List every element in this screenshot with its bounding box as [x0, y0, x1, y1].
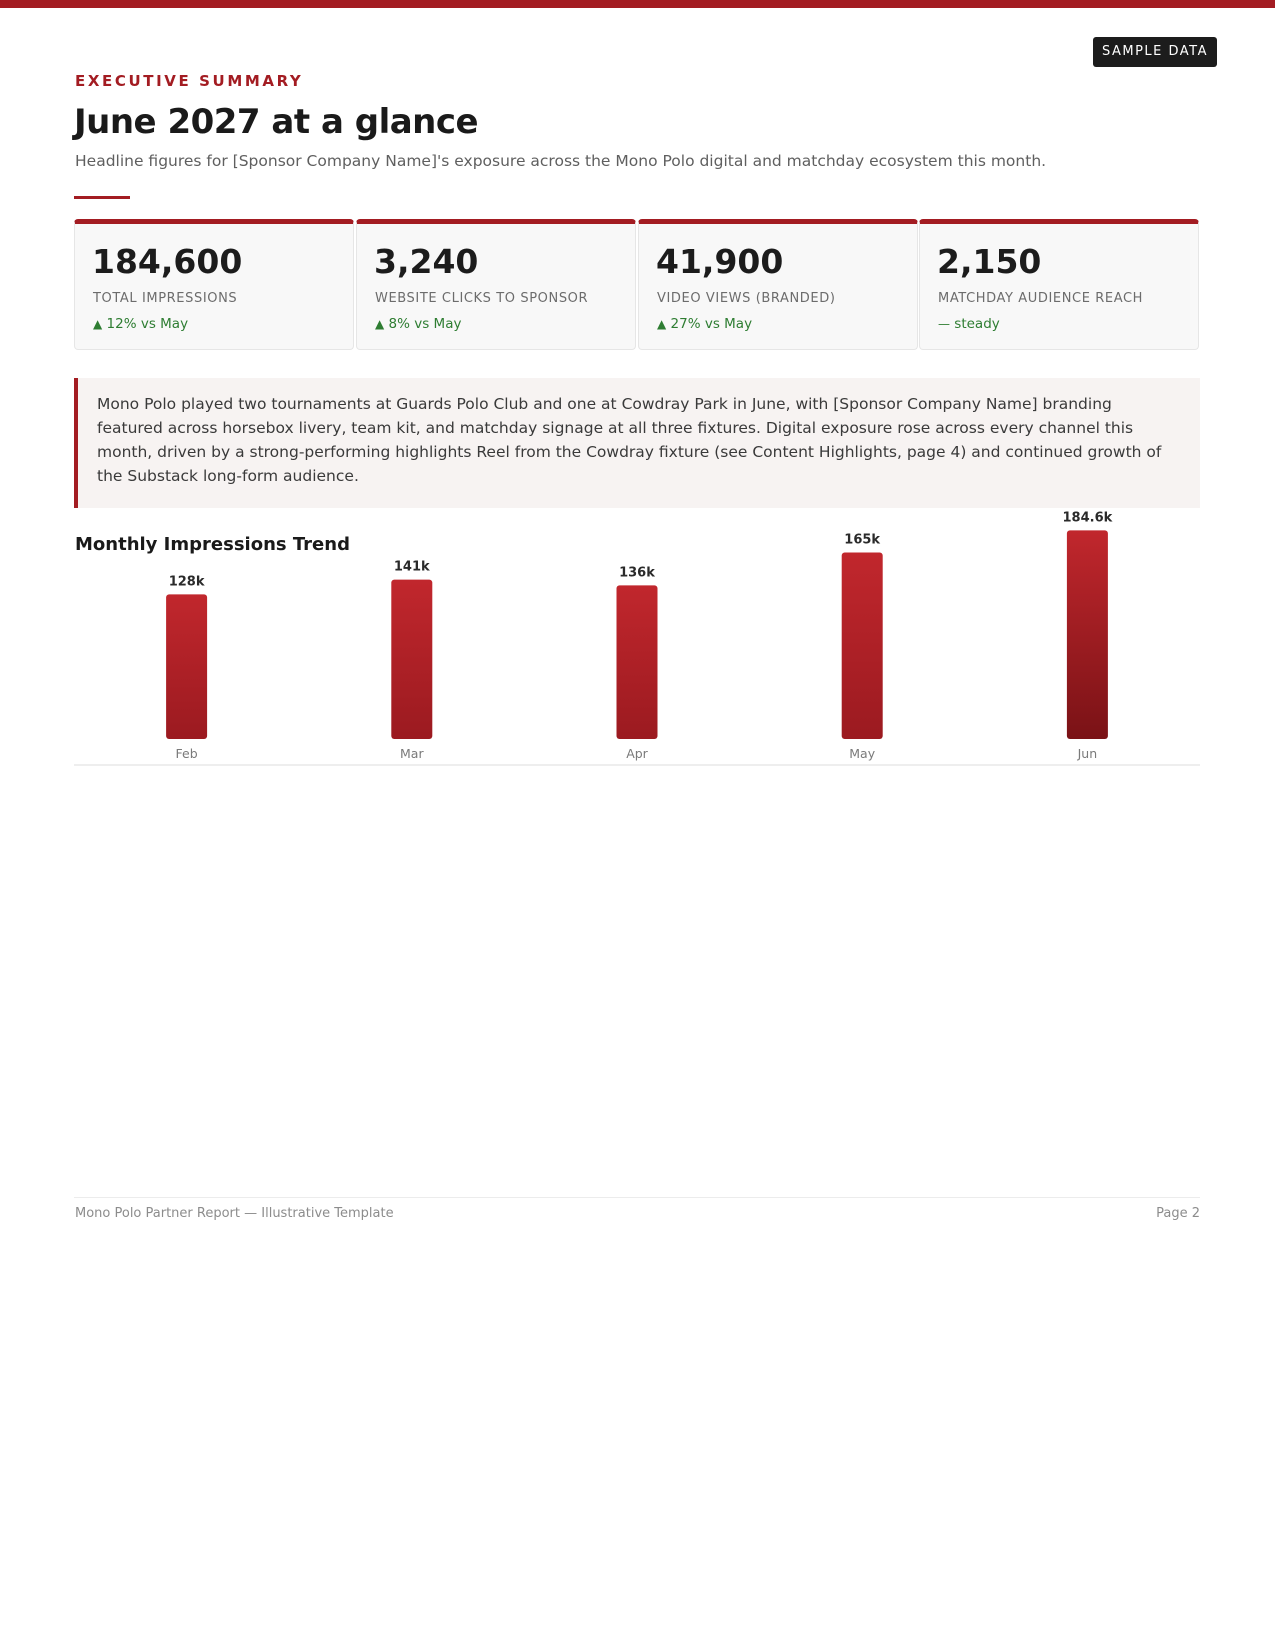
up-arrow-icon: ▲	[93, 317, 103, 331]
kpi-value: 2,150	[937, 242, 1042, 281]
page-title: June 2027 at a glance	[74, 102, 479, 142]
dash-icon: —	[938, 317, 950, 331]
kpi-delta-text: 12% vs May	[106, 316, 189, 332]
kpi-row	[74, 219, 1200, 351]
x-tick-label: Jun	[1077, 746, 1098, 761]
bar-value-label: 184.6k	[1062, 510, 1113, 526]
section-eyebrow: EXECUTIVE SUMMARY	[75, 72, 304, 90]
kpi-delta	[375, 316, 461, 332]
x-tick-label: Mar	[400, 746, 424, 761]
bar-value-label: 141k	[393, 559, 430, 575]
kpi-value: 3,240	[374, 242, 479, 281]
page-number: Page 2	[1156, 1206, 1200, 1221]
bar-jun	[1067, 530, 1108, 739]
kpi-delta	[938, 316, 1000, 332]
bar-may	[842, 553, 883, 739]
bar-mar	[391, 580, 432, 739]
kpi-card-video-views	[638, 219, 918, 350]
kpi-delta	[657, 316, 752, 332]
title-underline	[74, 196, 130, 199]
kpi-card-total-impressions	[74, 219, 354, 350]
kpi-value: 184,600	[92, 242, 243, 281]
x-tick-label: Feb	[175, 746, 198, 761]
x-tick-label: Apr	[626, 746, 648, 761]
kpi-card-website-clicks	[356, 219, 636, 350]
bar-apr	[617, 585, 658, 739]
kpi-card-matchday-reach	[919, 219, 1199, 350]
bar-value-label: 165k	[844, 532, 881, 548]
up-arrow-icon: ▲	[657, 317, 667, 331]
x-tick-label: May	[849, 746, 876, 761]
chart-title: Monthly Impressions Trend	[75, 534, 350, 555]
bar-feb	[166, 594, 207, 739]
kpi-delta	[93, 316, 188, 332]
bar-value-label: 136k	[619, 565, 655, 581]
kpi-delta-text: steady	[954, 316, 1000, 332]
kpi-label: WEBSITE CLICKS TO SPONSOR	[375, 291, 589, 306]
footer-rule	[74, 1197, 1200, 1198]
summary-callout: Mono Polo played two tournaments at Guards Polo Club and one at Cowdray Park in June, with [Sponsor Company Name] branding featured across horsebox livery, team kit, and matchday signage at all three fixtures. Digital exposure rose across every channel this month, driven by a strong-performing highlights Reel from the Cowdray fixture (see Content Highlights, page 4) and continued growth of the Substack long-form audience.	[74, 378, 1200, 508]
kpi-label: MATCHDAY AUDIENCE REACH	[938, 291, 1144, 306]
up-arrow-icon: ▲	[375, 317, 385, 331]
kpi-label: TOTAL IMPRESSIONS	[93, 291, 238, 306]
bar-value-label: 128k	[168, 574, 205, 590]
kpi-label: VIDEO VIEWS (BRANDED)	[657, 291, 836, 306]
footer-title: Mono Polo Partner Report — Illustrative Template	[75, 1206, 394, 1221]
top-accent-bar	[0, 0, 1275, 8]
page-subtitle: Headline figures for [Sponsor Company Name]'s exposure across the Mono Polo digital and matchday ecosystem this month.	[75, 152, 1047, 170]
sample-data-badge: SAMPLE DATA	[1093, 37, 1217, 67]
kpi-value: 41,900	[656, 242, 784, 281]
kpi-delta-text: 8% vs May	[388, 316, 462, 332]
kpi-delta-text: 27% vs May	[670, 316, 753, 332]
